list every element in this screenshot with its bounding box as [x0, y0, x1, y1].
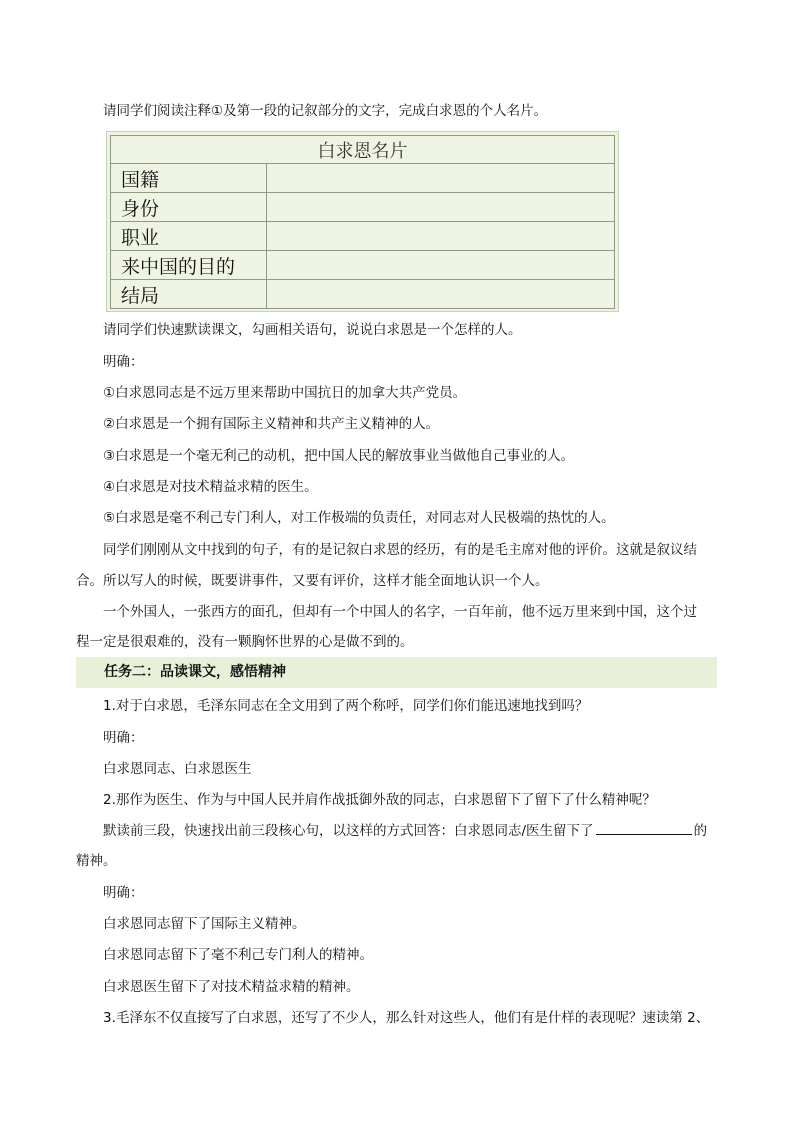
instruction-tail: 的 [693, 823, 708, 839]
task-heading: 任务二：品读课文，感悟精神 [104, 664, 286, 680]
card-label: 职业 [111, 222, 267, 251]
answer-item: 白求恩医生留下了对技术精益求精的精神。 [103, 979, 360, 995]
paragraph-line: 一个外国人，一张西方的面孔，但却有一个中国人的名字，一百年前，他不远万里来到中国，这个过 [103, 604, 697, 620]
point-item: ⑤白求恩是毫不利己专门利人，对工作极端的负责任，对同志对人民极端的热忱的人。 [103, 510, 615, 526]
card-label: 国籍 [111, 164, 267, 193]
clarify-label: 明确： [103, 730, 144, 746]
point-item: ④白求恩是对技术精益求精的医生。 [103, 479, 318, 495]
name-card [106, 131, 619, 312]
table-row [111, 280, 615, 309]
question-2-continued: 精神。 [76, 853, 117, 869]
paragraph-line: 程一定是很艰难的，没有一颗胸怀世界的心是做不到的。 [76, 634, 414, 650]
read-instruction: 请同学们快速默读课文，勾画相关语句，说说白求恩是一个怎样的人。 [103, 322, 522, 338]
table-row [111, 251, 615, 280]
card-label: 结局 [111, 280, 267, 309]
card-value [267, 222, 615, 251]
name-card-table [110, 135, 615, 309]
card-value [267, 164, 615, 193]
card-value [267, 193, 615, 222]
task-heading-bar [76, 657, 717, 688]
intro-text: 请同学们阅读注释①及第一段的记叙部分的文字，完成白求恩的个人名片。 [103, 103, 548, 119]
point-item: ③白求恩是一个毫无利己的动机，把中国人民的解放事业当做他自己事业的人。 [103, 448, 575, 464]
fill-blank [596, 821, 692, 835]
paragraph-line: 同学们刚刚从文中找到的句子，有的是记叙白求恩的经历，有的是毛主席对他的评价。这就是叙议结 [103, 542, 697, 558]
card-label: 身份 [111, 193, 267, 222]
answer-item: 白求恩同志留下了国际主义精神。 [103, 916, 306, 932]
paragraph-line: 合。所以写人的时候，既要讲事件，又要有评价，这样才能全面地认识一个人。 [76, 573, 549, 589]
question-3: 3.毛泽东不仅直接写了白求恩，还写了不少人，那么针对这些人，他们有是什样的表现呢？速读第 2、 [103, 1010, 710, 1026]
card-value [267, 280, 615, 309]
table-row [111, 193, 615, 222]
question-2-instruction [76, 821, 721, 841]
point-item: ②白求恩是一个拥有国际主义精神和共产主义精神的人。 [103, 416, 440, 432]
table-row [111, 222, 615, 251]
card-title: 白求恩名片 [111, 136, 615, 164]
clarify-label: 明确： [103, 885, 144, 901]
question-1: 1.对于白求恩，毛泽东同志在全文用到了两个称呼，同学们你们能迅速地找到吗？ [103, 698, 589, 714]
answer-1: 白求恩同志、白求恩医生 [103, 761, 252, 777]
card-label: 来中国的目的 [111, 251, 267, 280]
point-item: ①白求恩同志是不远万里来帮助中国抗日的加拿大共产党员。 [103, 385, 467, 401]
clarify-label: 明确： [103, 354, 144, 370]
table-row [111, 164, 615, 193]
card-value [267, 251, 615, 280]
answer-item: 白求恩同志留下了毫不利己专门利人的精神。 [103, 947, 373, 963]
question-2: 2.那作为医生、作为与中国人民并肩作战抵御外敌的同志，白求恩留下了留下了什么精神呢？ [103, 792, 656, 808]
instruction-text: 默读前三段，快速找出前三段核心句，以这样的方式回答：白求恩同志/医生留下了 [103, 823, 594, 839]
